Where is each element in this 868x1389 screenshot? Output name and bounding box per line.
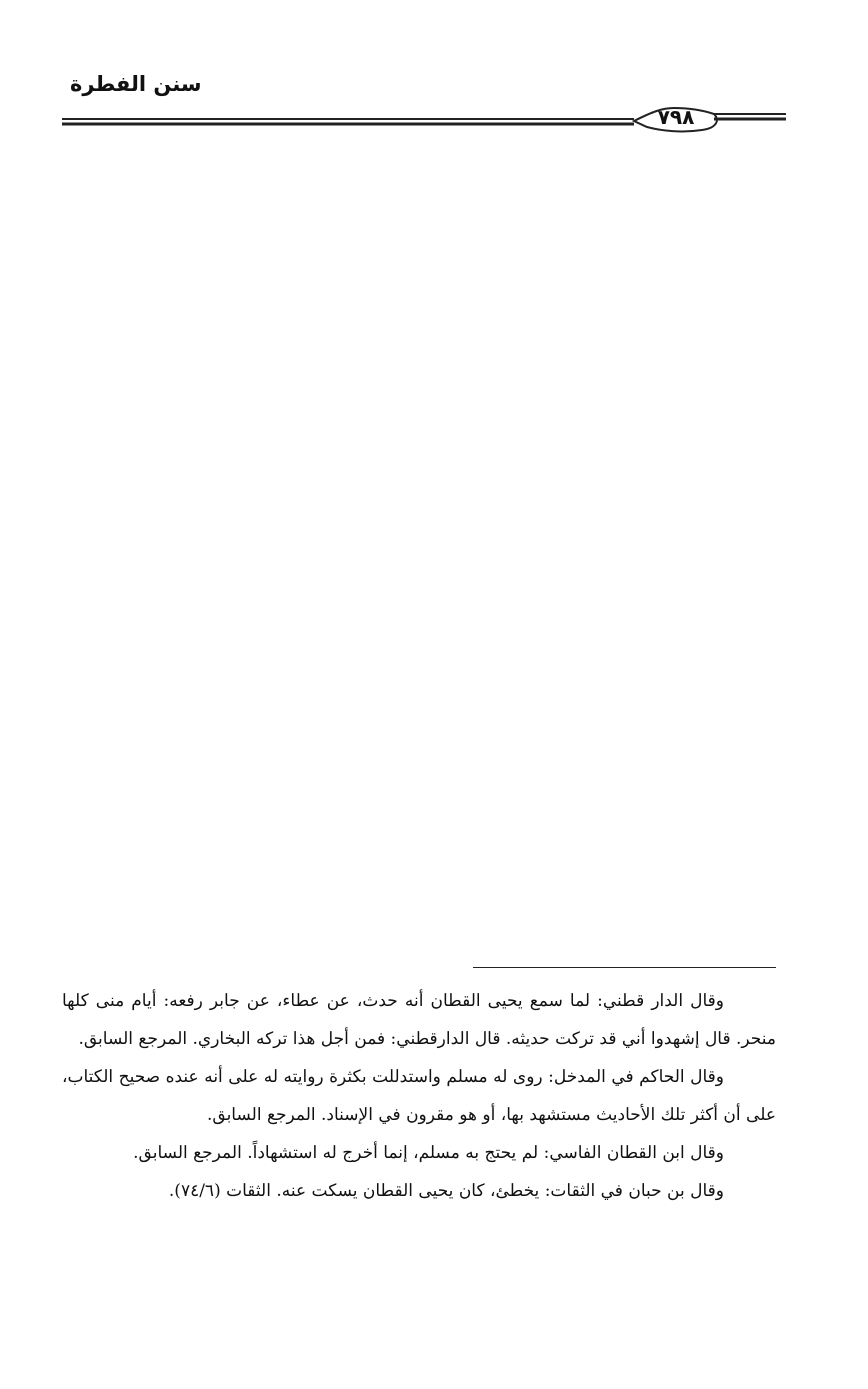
- footnote-paragraph: وقال ابن القطان الفاسي: لم يحتج به مسلم، إنما أخرج له استشهاداً. المرجع السابق.: [133, 1143, 724, 1163]
- page-number: ٧٩٨: [657, 105, 695, 129]
- footnote-paragraph: وقال الحاكم في المدخل: روى له مسلم واستدللت بكثرة روايته له على أنه عنده صحيح الكتاب، على أن أكثر تلك الأحاديث مستشهد بها، أو هو مقرون في الإسناد. المرجع السابق.: [62, 1067, 776, 1125]
- footnote-paragraph: وقال بن حبان في الثقات: يخطئ، كان يحيى القطان يسكت عنه. الثقات (٧٤/٦).: [168, 1181, 724, 1201]
- footnotes: [62, 982, 776, 1210]
- footnote-separator: [473, 967, 776, 968]
- running-title: سنن الفطرة: [70, 72, 202, 96]
- footnote-paragraph: وقال الدار قطني: لما سمع يحيى القطان أنه حدث، عن عطاء، عن جابر رفعه: أيام منى كلها منحر. قال إشهدوا أني قد تركت حديثه. قال الدارقطني: فمن أجل هذا تركه البخاري. المرجع السابق.: [62, 991, 776, 1049]
